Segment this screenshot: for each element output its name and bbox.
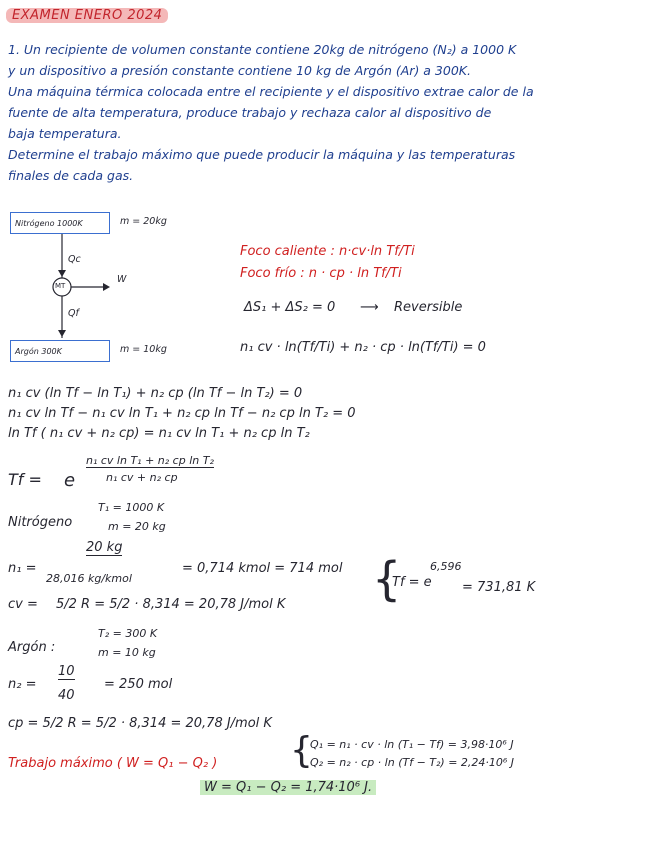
tf-exp-numerator: n₁ cv ln T₁ + n₂ cp ln T₂ xyxy=(86,454,214,467)
nitrogen-t1: T₁ = 1000 K xyxy=(98,501,165,514)
n2-numerator: 10 xyxy=(58,664,75,679)
hot-reservoir-box: Nitrógeno 1000K xyxy=(10,212,110,234)
n2-denominator: 40 xyxy=(58,688,75,703)
page-title: EXAMEN ENERO 2024 xyxy=(6,8,168,23)
derivation-line-1: n₁ cv (ln Tf − ln T₁) + n₂ cp (ln Tf − ln T₂) = 0 xyxy=(8,386,303,401)
brace: { xyxy=(372,552,402,606)
cv-lhs: cv = xyxy=(8,597,38,612)
argon-mass: m = 10 kg xyxy=(98,646,156,659)
reversible-label: Reversible xyxy=(394,300,463,315)
engine-label: MT xyxy=(55,282,66,290)
tf-result-value: = 731,81 K xyxy=(462,580,536,595)
foco-caliente: Foco caliente : n·cv·ln Tf/Ti xyxy=(240,244,415,259)
entropy-arrow: ⟶ xyxy=(360,300,379,315)
work-label: W xyxy=(117,274,127,285)
arrow-qf-head xyxy=(58,330,66,337)
q1-expression: Q₁ = n₁ · cv · ln (T₁ − Tf) = 3,98·10⁶ J xyxy=(310,738,514,751)
n2-result: = 250 mol xyxy=(104,677,173,692)
qc-label: Qc xyxy=(68,254,81,265)
problem-line-3: Una máquina térmica colocada entre el recipiente y el dispositivo extrae calor de la xyxy=(8,84,534,99)
cold-mass-label: m = 10kg xyxy=(120,344,167,355)
derivation-line-2: n₁ cv ln Tf − n₁ cv ln T₁ + n₂ cp ln Tf − n₂ cp ln T₂ = 0 xyxy=(8,406,356,421)
entropy-expanded: n₁ cv · ln(Tf/Ti) + n₂ · cp · ln(Tf/Ti) = 0 xyxy=(240,340,486,355)
nitrogen-label: Nitrógeno xyxy=(8,515,73,530)
tf-result-text: Tf = e xyxy=(392,575,432,590)
problem-line-6: Determine el trabajo máximo que puede producir la máquina y las temperaturas xyxy=(8,147,516,162)
argon-t2: T₂ = 300 K xyxy=(98,627,158,640)
qf-label: Qf xyxy=(68,308,79,319)
arrow-w-head xyxy=(103,283,110,291)
nitrogen-mass: m = 20 kg xyxy=(108,520,166,533)
foco-frio: Foco frío : n · cp · ln Tf/Ti xyxy=(240,266,402,281)
derivation-line-3: ln Tf ( n₁ cv + n₂ cp) = n₁ cv ln T₁ + n₂ cp ln T₂ xyxy=(8,426,310,441)
work-result: W = Q₁ − Q₂ = 1,74·10⁶ J. xyxy=(200,780,376,795)
problem-line-1: 1. Un recipiente de volumen constante contiene 20kg de nitrógeno (N₂) a 1000 K xyxy=(8,42,517,57)
n1-lhs: n₁ = xyxy=(8,561,37,576)
n1-denominator: 28,016 kg/kmol xyxy=(46,572,132,585)
work-label-red: Trabajo máximo ( W = Q₁ − Q₂ ) xyxy=(8,756,218,771)
tf-base: e xyxy=(64,470,76,491)
entropy-sum: ΔS₁ + ΔS₂ = 0 xyxy=(244,300,336,315)
problem-line-2: y un dispositivo a presión constante contiene 10 kg de Argón (Ar) a 300K. xyxy=(8,63,471,78)
problem-line-5: baja temperatura. xyxy=(8,126,122,141)
work-brace: { xyxy=(290,730,313,771)
hot-mass-label: m = 20kg xyxy=(120,216,167,227)
tf-exp-denominator: n₁ cv + n₂ cp xyxy=(106,471,178,484)
cv-expression: 5/2 R = 5/2 · 8,314 = 20,78 J/mol K xyxy=(56,597,286,612)
cp-expression: cp = 5/2 R = 5/2 · 8,314 = 20,78 J/mol K xyxy=(8,716,272,731)
n1-result: = 0,714 kmol = 714 mol xyxy=(182,561,343,576)
argon-label: Argón : xyxy=(8,640,56,655)
n1-numerator: 20 kg xyxy=(86,540,123,555)
tf-lhs: Tf = xyxy=(8,470,42,489)
q2-expression: Q₂ = n₂ · cp · ln (Tf − T₂) = 2,24·10⁶ J xyxy=(310,756,515,769)
problem-line-4: fuente de alta temperatura, produce trabajo y rechaza calor al dispositivo de xyxy=(8,105,492,120)
arrow-qc-head xyxy=(58,270,66,277)
tf-result-exponent: 6,596 xyxy=(430,560,462,573)
cold-reservoir-box: Argón 300K xyxy=(10,340,110,362)
n2-lhs: n₂ = xyxy=(8,677,37,692)
problem-line-7: finales de cada gas. xyxy=(8,168,134,183)
